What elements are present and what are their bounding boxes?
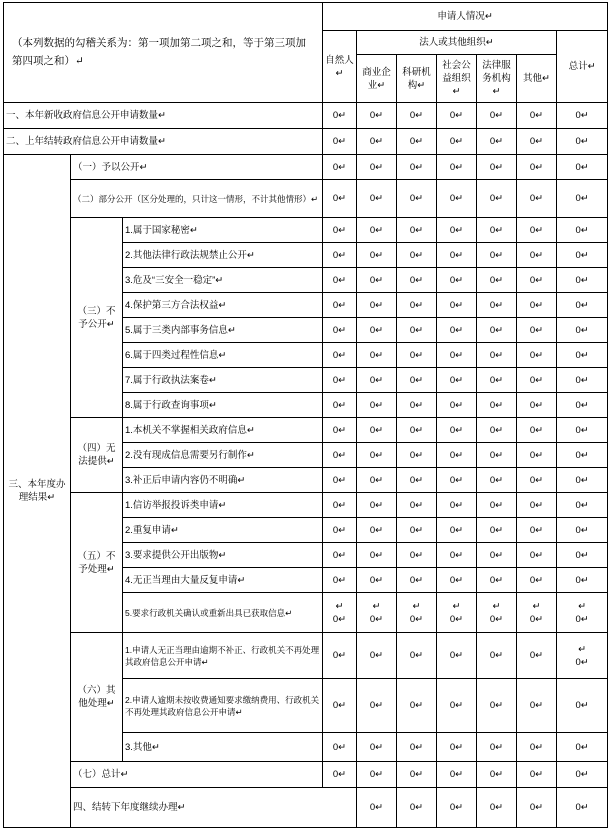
row-label: 2.申请人逾期未按收费通知要求缴纳费用、行政机关不再处理其政府信息公开申请↵ [123, 679, 323, 733]
total-cell [557, 633, 608, 679]
row-partially-disclosed [4, 180, 608, 218]
row-label: 1.信访举报投诉类申请↵ [123, 493, 323, 518]
value-cell: 0↵ [397, 493, 437, 518]
value-cell: 0↵ [323, 679, 357, 733]
total-cell: 0↵ [557, 418, 608, 443]
value-cell: 0↵ [477, 155, 517, 180]
value-cell: 0↵ [397, 418, 437, 443]
total-cell: 0↵ [557, 180, 608, 218]
note-cell: （本列数据的勾稽关系为：第一项加第二项之和，等于第三项加第四项之和）↵ [4, 3, 323, 103]
value-cell: 0↵ [323, 568, 357, 593]
row-label: （七）总计↵ [71, 762, 323, 788]
cell-value: 0↵ [575, 613, 589, 625]
value-cell: 0↵ [437, 443, 477, 468]
value-cell: 0↵ [357, 129, 397, 155]
value-cell: 0↵ [323, 103, 357, 129]
value-cell: 0↵ [477, 518, 517, 543]
col-public-welfare: 社会公益组织↵ [437, 55, 477, 103]
value-cell: 0↵ [437, 679, 477, 733]
value-cell: 0↵ [357, 679, 397, 733]
col-natural-person: 自然人↵ [323, 31, 357, 103]
value-cell: 0↵ [323, 343, 357, 368]
value-cell: 0↵ [477, 762, 517, 788]
row-label: （一）予以公开↵ [71, 155, 323, 180]
value-cell: 0↵ [397, 293, 437, 318]
value-cell: 0↵ [397, 129, 437, 155]
row-not-disclosed-1 [4, 218, 608, 243]
value-cell: 0↵ [477, 679, 517, 733]
row-label: （二）部分公开（区分处理的，只计这一情形，不计其他情形）↵ [71, 180, 323, 218]
value-cell: 0↵ [437, 518, 477, 543]
value-cell: 0↵ [517, 129, 557, 155]
value-cell: 0↵ [397, 788, 437, 828]
value-cell: 0↵ [517, 218, 557, 243]
group-other-processing: （六）其他处理↵ [71, 633, 123, 762]
value-cell: 0↵ [323, 268, 357, 293]
value-cell: 0↵ [323, 543, 357, 568]
value-cell: 0↵ [517, 318, 557, 343]
value-cell: 0↵ [517, 393, 557, 418]
value-cell: 0↵ [357, 293, 397, 318]
value-cell: 0↵ [437, 393, 477, 418]
value-cell: 0↵ [323, 129, 357, 155]
value-cell: 0↵ [477, 318, 517, 343]
value-cell: 0↵ [397, 543, 437, 568]
value-cell: 0↵ [357, 518, 397, 543]
row-label: 2.其他法律行政法规禁止公开↵ [123, 243, 323, 268]
value-cell: 0↵ [517, 180, 557, 218]
value-cell: 0↵ [437, 733, 477, 762]
value-cell: 0↵ [437, 268, 477, 293]
value-cell: 0↵ [517, 633, 557, 679]
value-cell: 0↵ [517, 443, 557, 468]
value-cell: 0↵ [517, 368, 557, 393]
value-cell: 0↵ [517, 268, 557, 293]
row-label: 1.属于国家秘密↵ [123, 218, 323, 243]
col-legal-service: 法律服务机构↵ [477, 55, 517, 103]
cell-mark: ↵ [532, 600, 541, 612]
value-cell: 0↵ [357, 393, 397, 418]
total-cell: 0↵ [557, 443, 608, 468]
value-cell: 0↵ [477, 468, 517, 493]
row-label: 3.要求提供公开出版物↵ [123, 543, 323, 568]
value-cell: 0↵ [397, 155, 437, 180]
value-cell: 0↵ [397, 733, 437, 762]
row-label: 1.本机关不掌握相关政府信息↵ [123, 418, 323, 443]
value-cell: 0↵ [397, 343, 437, 368]
total-cell: 0↵ [557, 493, 608, 518]
value-cell: 0↵ [323, 155, 357, 180]
value-cell [477, 593, 517, 633]
row-label: 3.补正后申请内容仍不明确↵ [123, 468, 323, 493]
value-cell: 0↵ [517, 733, 557, 762]
value-cell: 0↵ [357, 468, 397, 493]
col-total: 总计↵ [557, 31, 608, 103]
col-research: 科研机构↵ [397, 55, 437, 103]
value-cell: 0↵ [357, 243, 397, 268]
value-cell: 0↵ [437, 468, 477, 493]
cell-mark: ↵ [412, 600, 421, 612]
value-cell: 0↵ [323, 762, 357, 788]
value-cell: 0↵ [397, 103, 437, 129]
total-cell: 0↵ [557, 393, 608, 418]
value-cell: 0↵ [357, 418, 397, 443]
applicant-group-header: 申请人情况↵ [323, 3, 608, 31]
group-not-processed: （五）不予处理↵ [71, 493, 123, 633]
col-business: 商业企业↵ [357, 55, 397, 103]
value-cell: 0↵ [323, 443, 357, 468]
report-page [3, 2, 608, 828]
value-cell: 0↵ [517, 518, 557, 543]
value-cell: 0↵ [437, 155, 477, 180]
value-cell: 0↵ [477, 103, 517, 129]
cell-mark: ↵ [492, 600, 501, 612]
total-cell: 0↵ [557, 293, 608, 318]
cell-mark: ↵ [335, 600, 344, 612]
value-cell: 0↵ [397, 318, 437, 343]
value-cell: 0↵ [323, 180, 357, 218]
value-cell: 0↵ [397, 243, 437, 268]
cell-mark: ↵ [372, 600, 381, 612]
row-label: 7.属于行政执法案卷↵ [123, 368, 323, 393]
value-cell: 0↵ [437, 418, 477, 443]
value-cell: 0↵ [477, 443, 517, 468]
value-cell: 0↵ [477, 633, 517, 679]
value-cell: 0↵ [397, 368, 437, 393]
value-cell: 0↵ [357, 543, 397, 568]
total-cell: 0↵ [557, 518, 608, 543]
value-cell: 0↵ [437, 218, 477, 243]
total-cell: 0↵ [557, 129, 608, 155]
value-cell: 0↵ [323, 243, 357, 268]
value-cell: 0↵ [477, 343, 517, 368]
row-label: 8.属于行政查询事项↵ [123, 393, 323, 418]
value-cell: 0↵ [323, 468, 357, 493]
row-label: 6.属于四类过程性信息↵ [123, 343, 323, 368]
total-cell: 0↵ [557, 155, 608, 180]
value-cell: 0↵ [357, 443, 397, 468]
value-cell: 0↵ [517, 543, 557, 568]
value-cell: 0↵ [357, 493, 397, 518]
value-cell: 0↵ [357, 633, 397, 679]
value-cell: 0↵ [477, 568, 517, 593]
total-cell: 0↵ [557, 543, 608, 568]
cell-mark: ↵ [578, 600, 587, 612]
value-cell: 0↵ [323, 418, 357, 443]
value-cell: 0↵ [323, 318, 357, 343]
value-cell: 0↵ [437, 318, 477, 343]
value-cell: 0↵ [517, 155, 557, 180]
value-cell: 0↵ [397, 393, 437, 418]
total-cell: 0↵ [557, 679, 608, 733]
value-cell: 0↵ [517, 293, 557, 318]
value-cell: 0↵ [437, 343, 477, 368]
value-cell: 0↵ [323, 393, 357, 418]
value-cell: 0↵ [357, 180, 397, 218]
value-cell [357, 593, 397, 633]
value-cell: 0↵ [323, 733, 357, 762]
cell-value: 0↵ [529, 613, 544, 625]
value-cell: 0↵ [397, 180, 437, 218]
value-cell [397, 593, 437, 633]
value-cell: 0↵ [477, 129, 517, 155]
value-cell: 0↵ [437, 788, 477, 828]
value-cell: 0↵ [357, 733, 397, 762]
value-cell: 0↵ [323, 493, 357, 518]
value-cell: 0↵ [517, 788, 557, 828]
row-carry-forward [4, 788, 608, 828]
value-cell: 0↵ [477, 293, 517, 318]
value-cell: 0↵ [557, 788, 608, 828]
value-cell: 0↵ [323, 633, 357, 679]
row-label: 1.申请人无正当理由逾期不补正、行政机关不再处理其政府信息公开申请↵ [123, 633, 323, 679]
cell-value: 0↵ [575, 656, 589, 668]
row-label: 2.重复申请↵ [123, 518, 323, 543]
section-results-label: 三、本年度办理结果↵ [4, 155, 71, 828]
value-cell: 0↵ [357, 368, 397, 393]
total-cell: 0↵ [557, 268, 608, 293]
total-cell: 0↵ [557, 733, 608, 762]
value-cell: 0↵ [477, 393, 517, 418]
value-cell: 0↵ [437, 293, 477, 318]
value-cell: 0↵ [357, 318, 397, 343]
value-cell: 0↵ [517, 762, 557, 788]
total-cell: 0↵ [557, 318, 608, 343]
value-cell: 0↵ [477, 218, 517, 243]
value-cell: 0↵ [357, 268, 397, 293]
value-cell: 0↵ [397, 518, 437, 543]
total-cell: 0↵ [557, 243, 608, 268]
value-cell: 0↵ [517, 103, 557, 129]
col-other: 其他↵ [517, 55, 557, 103]
value-cell: 0↵ [477, 543, 517, 568]
value-cell: 0↵ [477, 268, 517, 293]
value-cell: 0↵ [517, 568, 557, 593]
cell-value: 0↵ [369, 613, 384, 625]
row-section-total [4, 762, 608, 788]
value-cell: 0↵ [397, 443, 437, 468]
row-label: 4.保护第三方合法权益↵ [123, 293, 323, 318]
value-cell: 0↵ [517, 418, 557, 443]
value-cell: 0↵ [323, 293, 357, 318]
row-label: 3.危及“三安全一稳定”↵ [123, 268, 323, 293]
value-cell: 0↵ [437, 243, 477, 268]
legal-group-header: 法人或其他组织↵ [357, 31, 557, 55]
value-cell: 0↵ [397, 568, 437, 593]
cell-value: 0↵ [409, 613, 424, 625]
row-label: 四、结转下年度继续办理↵ [71, 788, 357, 828]
row-label: 3.其他↵ [123, 733, 323, 762]
value-cell: 0↵ [437, 180, 477, 218]
value-cell: 0↵ [437, 368, 477, 393]
cell-value: 0↵ [449, 613, 464, 625]
cell-mark: ↵ [452, 600, 461, 612]
value-cell: 0↵ [517, 243, 557, 268]
value-cell: 0↵ [477, 418, 517, 443]
value-cell: 0↵ [477, 180, 517, 218]
row-carried-over [4, 129, 608, 155]
value-cell: 0↵ [397, 633, 437, 679]
value-cell [437, 593, 477, 633]
total-cell [557, 593, 608, 633]
group-unable-to-provide: （四）无法提供↵ [71, 418, 123, 493]
group-not-disclosed: （三）不予公开↵ [71, 218, 123, 418]
row-disclosed [4, 155, 608, 180]
row-label: 5.要求行政机关确认或重新出具已获取信息↵ [123, 593, 323, 633]
total-cell: 0↵ [557, 762, 608, 788]
value-cell: 0↵ [397, 218, 437, 243]
row-new-applications [4, 103, 608, 129]
value-cell: 0↵ [517, 493, 557, 518]
value-cell: 0↵ [357, 343, 397, 368]
cell-value: 0↵ [332, 613, 347, 625]
value-cell: 0↵ [323, 518, 357, 543]
value-cell: 0↵ [357, 103, 397, 129]
value-cell: 0↵ [357, 218, 397, 243]
value-cell: 0↵ [437, 568, 477, 593]
row-unable-1 [4, 418, 608, 443]
value-cell: 0↵ [437, 129, 477, 155]
value-cell: 0↵ [357, 788, 397, 828]
total-cell: 0↵ [557, 218, 608, 243]
row-other-processing-1 [4, 633, 608, 679]
value-cell: 0↵ [357, 762, 397, 788]
row-label: 2.没有现成信息需要另行制作↵ [123, 443, 323, 468]
value-cell: 0↵ [397, 679, 437, 733]
cell-mark: ↵ [578, 643, 587, 655]
total-cell: 0↵ [557, 368, 608, 393]
value-cell [517, 593, 557, 633]
value-cell: 0↵ [517, 468, 557, 493]
value-cell: 0↵ [477, 788, 517, 828]
row-not-processed-1 [4, 493, 608, 518]
value-cell: 0↵ [477, 368, 517, 393]
row-label: 一、本年新收政府信息公开申请数量↵ [4, 103, 323, 129]
disclosure-statistics-table [3, 2, 608, 828]
value-cell: 0↵ [323, 218, 357, 243]
value-cell: 0↵ [437, 762, 477, 788]
value-cell: 0↵ [517, 679, 557, 733]
total-cell: 0↵ [557, 468, 608, 493]
value-cell: 0↵ [357, 568, 397, 593]
value-cell: 0↵ [437, 493, 477, 518]
value-cell: 0↵ [437, 543, 477, 568]
row-label: 5.属于三类内部事务信息↵ [123, 318, 323, 343]
value-cell: 0↵ [437, 103, 477, 129]
value-cell: 0↵ [477, 733, 517, 762]
total-cell: 0↵ [557, 103, 608, 129]
row-label: 4.无正当理由大量反复申请↵ [123, 568, 323, 593]
value-cell: 0↵ [397, 268, 437, 293]
cell-value: 0↵ [489, 613, 504, 625]
total-cell: 0↵ [557, 568, 608, 593]
value-cell: 0↵ [357, 155, 397, 180]
value-cell: 0↵ [397, 762, 437, 788]
value-cell: 0↵ [323, 368, 357, 393]
value-cell: 0↵ [397, 468, 437, 493]
total-cell: 0↵ [557, 343, 608, 368]
value-cell: 0↵ [517, 343, 557, 368]
header-row-1 [4, 3, 608, 31]
row-label: 二、上年结转政府信息公开申请数量↵ [4, 129, 323, 155]
value-cell: 0↵ [437, 633, 477, 679]
value-cell: 0↵ [477, 493, 517, 518]
value-cell: 0↵ [477, 243, 517, 268]
value-cell [323, 593, 357, 633]
